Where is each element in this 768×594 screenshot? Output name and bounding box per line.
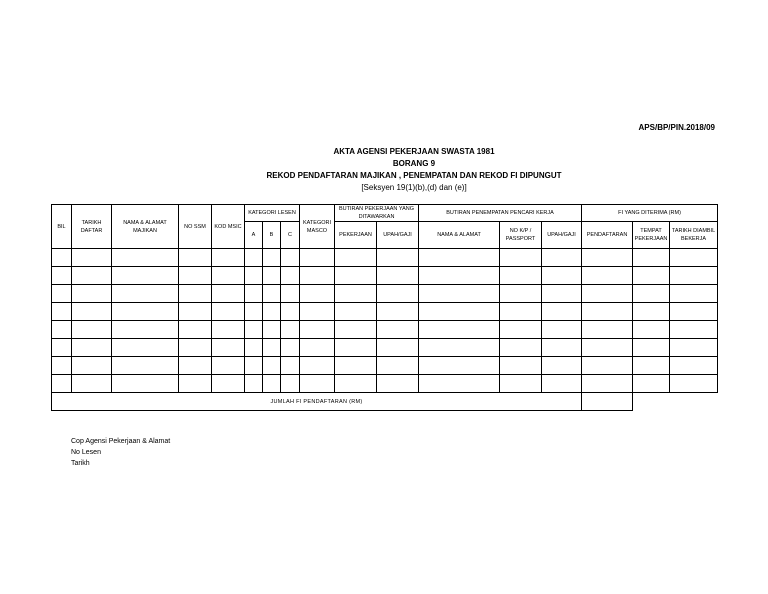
table-cell[interactable] <box>377 267 419 285</box>
table-cell[interactable] <box>179 267 212 285</box>
table-cell[interactable] <box>670 357 718 375</box>
table-cell[interactable] <box>582 357 633 375</box>
table-cell[interactable] <box>245 357 263 375</box>
table-cell[interactable] <box>335 375 377 393</box>
table-cell[interactable] <box>377 249 419 267</box>
table-cell[interactable] <box>500 285 542 303</box>
table-cell[interactable] <box>300 303 335 321</box>
col-bil: BIL <box>52 205 72 249</box>
table-cell[interactable] <box>263 249 281 267</box>
table-cell[interactable] <box>633 303 670 321</box>
table-cell[interactable] <box>633 375 670 393</box>
table-cell[interactable] <box>335 303 377 321</box>
table-cell[interactable] <box>633 357 670 375</box>
form-heading <box>0 146 768 194</box>
table-cell[interactable] <box>670 303 718 321</box>
table-cell[interactable] <box>542 375 582 393</box>
table-cell[interactable] <box>52 249 72 267</box>
table-cell[interactable] <box>633 321 670 339</box>
table-cell[interactable] <box>300 285 335 303</box>
table-cell[interactable] <box>112 321 179 339</box>
table-cell[interactable] <box>179 375 212 393</box>
table-cell[interactable] <box>335 249 377 267</box>
table-cell[interactable] <box>245 339 263 357</box>
table-cell[interactable] <box>300 375 335 393</box>
table-cell[interactable] <box>212 249 245 267</box>
table-body <box>52 249 718 393</box>
table-cell[interactable] <box>500 267 542 285</box>
table-cell[interactable] <box>52 285 72 303</box>
table-cell[interactable] <box>335 285 377 303</box>
table-cell[interactable] <box>300 321 335 339</box>
act-title: AKTA AGENSI PEKERJAAN SWASTA 1981 <box>333 147 495 156</box>
col-fi-diterima: FI YANG DITERIMA (RM) <box>582 205 718 222</box>
table-cell[interactable] <box>542 249 582 267</box>
col-butiran-penempatan: BUTIRAN PENEMPATAN PENCARI KERJA <box>419 205 582 222</box>
table-row <box>52 267 718 285</box>
table-cell[interactable] <box>72 339 112 357</box>
form-reference: APS/BP/PIN.2018/09 <box>638 123 715 132</box>
total-value-cell[interactable] <box>582 393 633 411</box>
table-cell[interactable] <box>670 339 718 357</box>
table-cell[interactable] <box>542 357 582 375</box>
col-upah-gaji-pekerjaan: UPAH/GAJI <box>377 222 419 249</box>
table-cell[interactable] <box>419 339 500 357</box>
table-cell[interactable] <box>112 249 179 267</box>
table-cell[interactable] <box>500 321 542 339</box>
table-cell[interactable] <box>72 303 112 321</box>
date-label: Tarikh <box>71 460 90 467</box>
table-cell[interactable] <box>263 321 281 339</box>
table-cell[interactable] <box>633 249 670 267</box>
table-cell[interactable] <box>377 285 419 303</box>
col-tarikh-diambil-bekerja: TARIKH DIAMBIL BEKERJA <box>670 222 718 249</box>
table-cell[interactable] <box>419 285 500 303</box>
table-cell[interactable] <box>245 267 263 285</box>
table-cell[interactable] <box>245 303 263 321</box>
table-cell[interactable] <box>179 249 212 267</box>
table-cell[interactable] <box>212 357 245 375</box>
table-cell[interactable] <box>377 339 419 357</box>
table-cell[interactable] <box>377 357 419 375</box>
table-cell[interactable] <box>582 267 633 285</box>
table-cell[interactable] <box>500 357 542 375</box>
table-cell[interactable] <box>72 357 112 375</box>
table-cell[interactable] <box>633 285 670 303</box>
table-cell[interactable] <box>377 303 419 321</box>
table-cell[interactable] <box>263 339 281 357</box>
license-number-label: No Lesen <box>71 449 101 456</box>
table-cell[interactable] <box>582 285 633 303</box>
table-cell[interactable] <box>670 249 718 267</box>
table-row <box>52 375 718 393</box>
table-cell[interactable] <box>281 321 300 339</box>
table-cell[interactable] <box>52 321 72 339</box>
table-cell[interactable] <box>281 303 300 321</box>
col-kategori-masco: KATEGORI MASCO <box>300 205 335 249</box>
table-cell[interactable] <box>377 375 419 393</box>
table-cell[interactable] <box>281 285 300 303</box>
table-cell[interactable] <box>179 339 212 357</box>
col-upah-gaji-penempatan: UPAH/GAJI <box>542 222 582 249</box>
table-cell[interactable] <box>300 339 335 357</box>
col-tempat-pekerjaan: TEMPAT PEKERJAAN <box>633 222 670 249</box>
table-cell[interactable] <box>670 285 718 303</box>
col-lesen-a: A <box>245 222 263 249</box>
table-cell[interactable] <box>52 303 72 321</box>
total-label: JUMLAH FI PENDAFTARAN (RM) <box>52 393 582 411</box>
table-cell[interactable] <box>212 321 245 339</box>
table-cell[interactable] <box>633 267 670 285</box>
table-cell[interactable] <box>419 375 500 393</box>
agency-stamp-label: Cop Agensi Pekerjaan & Alamat <box>71 438 171 445</box>
table-cell[interactable] <box>500 375 542 393</box>
table-row <box>52 303 718 321</box>
table-cell[interactable] <box>419 249 500 267</box>
col-tarikh-daftar: TARIKH DAFTAR <box>72 205 112 249</box>
table-cell[interactable] <box>542 267 582 285</box>
registration-record-table <box>51 204 718 411</box>
table-row <box>52 357 718 375</box>
table-cell[interactable] <box>582 249 633 267</box>
table-cell[interactable] <box>52 267 72 285</box>
table-cell[interactable] <box>335 321 377 339</box>
col-pendaftaran: PENDAFTARAN <box>582 222 633 249</box>
table-cell[interactable] <box>245 249 263 267</box>
table-cell[interactable] <box>335 339 377 357</box>
table-cell[interactable] <box>542 321 582 339</box>
table-cell[interactable] <box>419 267 500 285</box>
col-no-ssm: NO SSM <box>179 205 212 249</box>
table-cell[interactable] <box>212 303 245 321</box>
table-cell[interactable] <box>179 321 212 339</box>
table-cell[interactable] <box>419 303 500 321</box>
blank-cell <box>633 393 670 411</box>
table-cell[interactable] <box>179 285 212 303</box>
table-cell[interactable] <box>72 267 112 285</box>
table-cell[interactable] <box>112 267 179 285</box>
table-cell[interactable] <box>212 375 245 393</box>
col-kod-msic: KOD MSIC <box>212 205 245 249</box>
col-lesen-c: C <box>281 222 300 249</box>
table-cell[interactable] <box>377 321 419 339</box>
table-cell[interactable] <box>633 339 670 357</box>
table-cell[interactable] <box>112 339 179 357</box>
table-cell[interactable] <box>542 303 582 321</box>
form-number: BORANG 9 <box>392 159 436 168</box>
header-row-1 <box>52 205 718 222</box>
table-cell[interactable] <box>542 339 582 357</box>
table-cell[interactable] <box>263 267 281 285</box>
table-cell[interactable] <box>72 285 112 303</box>
table-cell[interactable] <box>212 267 245 285</box>
table-cell[interactable] <box>112 285 179 303</box>
table-cell[interactable] <box>500 303 542 321</box>
form-footer <box>71 436 170 469</box>
table-cell[interactable] <box>263 303 281 321</box>
table-cell[interactable] <box>281 249 300 267</box>
col-no-kp-passport: NO K/P / PASSPORT <box>500 222 542 249</box>
table-cell[interactable] <box>263 357 281 375</box>
form-title: REKOD PENDAFTARAN MAJIKAN , PENEMPATAN DAN REKOD FI DIPUNGUT <box>266 171 562 180</box>
table-cell[interactable] <box>52 375 72 393</box>
blank-cell <box>670 393 718 411</box>
table-cell[interactable] <box>281 267 300 285</box>
table-cell[interactable] <box>670 321 718 339</box>
table-row <box>52 249 718 267</box>
table-cell[interactable] <box>263 285 281 303</box>
table-cell[interactable] <box>582 375 633 393</box>
table-cell[interactable] <box>300 357 335 375</box>
table-row <box>52 339 718 357</box>
table-cell[interactable] <box>112 375 179 393</box>
table-cell[interactable] <box>281 357 300 375</box>
table-cell[interactable] <box>300 249 335 267</box>
table-cell[interactable] <box>245 285 263 303</box>
section-reference: [Seksyen 19(1)(b),(d) dan (e)] <box>361 183 467 192</box>
table-cell[interactable] <box>542 285 582 303</box>
table-cell[interactable] <box>582 321 633 339</box>
table-row <box>52 285 718 303</box>
table-cell[interactable] <box>179 303 212 321</box>
table-cell[interactable] <box>52 339 72 357</box>
table-cell[interactable] <box>245 321 263 339</box>
table-cell[interactable] <box>179 357 212 375</box>
table-cell[interactable] <box>212 285 245 303</box>
table-cell[interactable] <box>52 357 72 375</box>
table-cell[interactable] <box>300 267 335 285</box>
table-cell[interactable] <box>112 303 179 321</box>
col-pekerjaan: PEKERJAAN <box>335 222 377 249</box>
table-cell[interactable] <box>263 375 281 393</box>
table-cell[interactable] <box>112 357 179 375</box>
table-cell[interactable] <box>582 339 633 357</box>
table-cell[interactable] <box>72 321 112 339</box>
table-cell[interactable] <box>245 375 263 393</box>
table-cell[interactable] <box>500 339 542 357</box>
table-cell[interactable] <box>500 249 542 267</box>
table-cell[interactable] <box>670 375 718 393</box>
total-row <box>52 393 718 411</box>
table-cell[interactable] <box>335 357 377 375</box>
table-cell[interactable] <box>419 321 500 339</box>
table-cell[interactable] <box>72 249 112 267</box>
table-cell[interactable] <box>281 339 300 357</box>
col-lesen-b: B <box>263 222 281 249</box>
col-nama-alamat-pencari: NAMA & ALAMAT <box>419 222 500 249</box>
table-cell[interactable] <box>212 339 245 357</box>
table-cell[interactable] <box>582 303 633 321</box>
table-cell[interactable] <box>335 267 377 285</box>
table-cell[interactable] <box>72 375 112 393</box>
table-cell[interactable] <box>670 267 718 285</box>
table-cell[interactable] <box>419 357 500 375</box>
col-nama-alamat-majikan: NAMA & ALAMAT MAJIKAN <box>112 205 179 249</box>
col-kategori-lesen: KATEGORI LESEN <box>245 205 300 222</box>
table-cell[interactable] <box>281 375 300 393</box>
col-butiran-pekerjaan: BUTIRAN PEKERJAAN YANG DITAWARKAN <box>335 205 419 222</box>
table-row <box>52 321 718 339</box>
